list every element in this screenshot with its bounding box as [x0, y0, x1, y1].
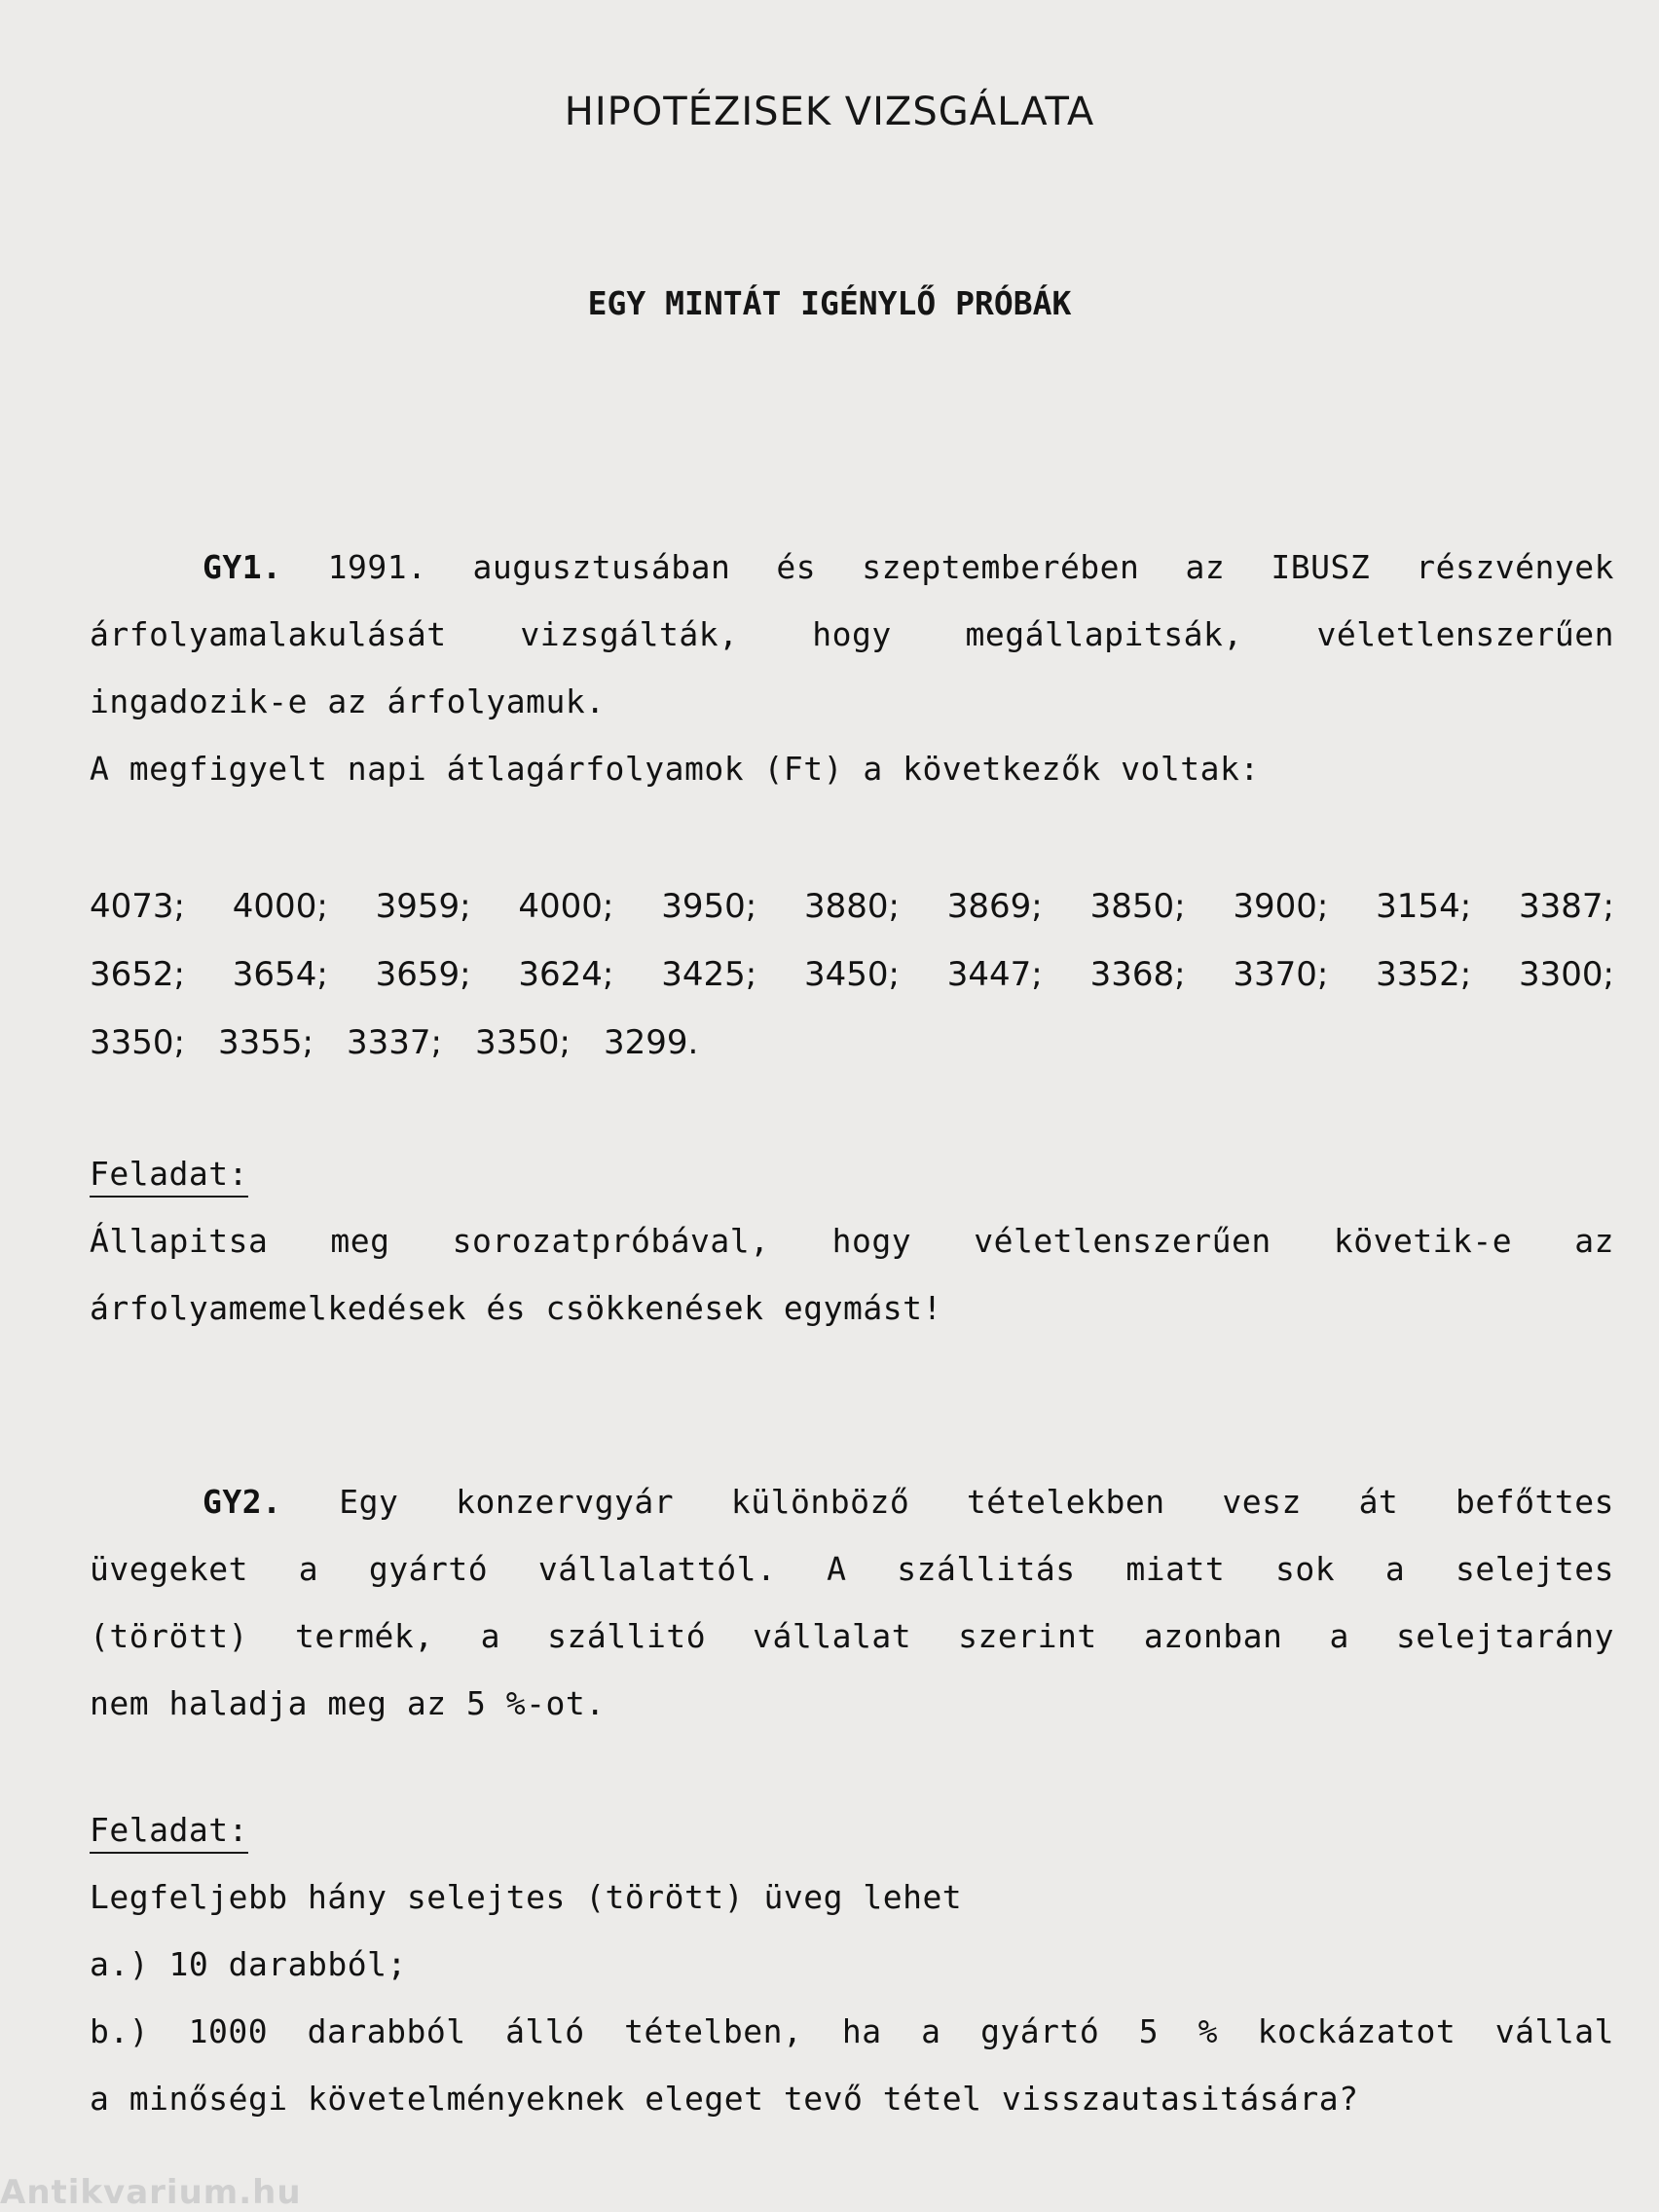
gy2-text-line4: nem haladja meg az 5 %-ot. [90, 1684, 606, 1722]
gy2-task-a: a.) 10 darabból; [90, 1945, 407, 1983]
gy1-label: GY1. [203, 548, 282, 586]
price-value: 3869; [946, 887, 1043, 926]
price-value: 3659; [375, 955, 471, 994]
gy2-label: GY2. [203, 1483, 282, 1521]
exercise-gy1 [90, 534, 1614, 802]
price-value: 4000; [232, 887, 328, 926]
gy1-task-label: Feladat: [90, 1153, 248, 1198]
price-value: 3355; [217, 1023, 313, 1062]
gy2-task-b2: a minőségi követelményeknek eleget tevő tétel visszautasitására? [90, 2080, 1359, 2118]
price-row-1 [90, 872, 1614, 940]
gy2-text-line3: (törött) termék, a szállitó vállalat szerint azonban a selejtarány [90, 1617, 1614, 1655]
gy1-task [90, 1153, 1614, 1342]
price-value: 3652; [90, 955, 185, 994]
gy2-text-line1: Egy konzervgyár különböző tételekben vesz át befőttes [339, 1483, 1614, 1521]
gy1-text-line4: A megfigyelt napi átlagárfolyamok (Ft) a következők voltak: [90, 750, 1260, 788]
price-row-2 [90, 940, 1614, 1009]
section-subtitle: EGY MINTÁT IGÉNYLŐ PRÓBÁK [587, 284, 1072, 322]
price-value: 3624; [518, 955, 614, 994]
gy2-task-line1: Legfeljebb hány selejtes (törött) üveg lehet [90, 1878, 963, 1916]
gy1-text-line1: 1991. augusztusában és szeptemberében az IBUSZ részvények [327, 548, 1614, 586]
gy2-task-label: Feladat: [90, 1809, 248, 1854]
price-value: 3880; [803, 887, 900, 926]
price-value: 3370; [1233, 955, 1329, 994]
price-value: 3299. [603, 1023, 699, 1062]
gy2-text-line2: üvegeket a gyártó vállalattól. A szállitás miatt sok a selejtes [90, 1550, 1614, 1588]
price-value: 3387; [1518, 887, 1614, 926]
price-value: 3654; [232, 955, 328, 994]
price-list [90, 872, 1614, 1077]
gy1-task-line2: árfolyamemelkedések és csökkenések egymást! [90, 1289, 942, 1327]
price-value: 3425; [661, 955, 757, 994]
gy2-task [90, 1809, 1614, 2132]
price-value: 3950; [661, 887, 757, 926]
gy1-task-line1: Állapitsa meg sorozatpróbával, hogy véletlenszerűen követik-e az [90, 1222, 1614, 1260]
price-value: 3350; [474, 1023, 571, 1062]
watermark: Antikvarium.hu [0, 2173, 302, 2212]
page-title: HIPOTÉZISEK VIZSGÁLATA [564, 90, 1095, 134]
gy2-paragraph-line [90, 1468, 1614, 1535]
price-value: 3368; [1089, 955, 1186, 994]
price-value: 3350; [90, 1023, 185, 1062]
price-value: 4000; [518, 887, 614, 926]
gy1-paragraph-line [90, 534, 1614, 601]
price-value: 3352; [1376, 955, 1472, 994]
exercise-gy2 [90, 1468, 1614, 1737]
price-value: 3450; [803, 955, 900, 994]
gy1-text-line3: ingadozik-e az árfolyamuk. [90, 682, 606, 720]
price-value: 4073; [90, 887, 185, 926]
price-value: 3337; [346, 1023, 442, 1062]
price-value: 3850; [1089, 887, 1186, 926]
price-value: 3300; [1518, 955, 1614, 994]
gy1-text-line2: árfolyamalakulását vizsgálták, hogy megállapitsák, véletlenszerűen [90, 615, 1614, 653]
price-value: 3900; [1233, 887, 1329, 926]
price-row-3 [90, 1009, 1614, 1077]
price-value: 3959; [375, 887, 471, 926]
price-value: 3154; [1376, 887, 1472, 926]
gy2-task-b1: b.) 1000 darabból álló tételben, ha a gyártó 5 % kockázatot vállal [90, 2012, 1614, 2050]
price-value: 3447; [946, 955, 1043, 994]
